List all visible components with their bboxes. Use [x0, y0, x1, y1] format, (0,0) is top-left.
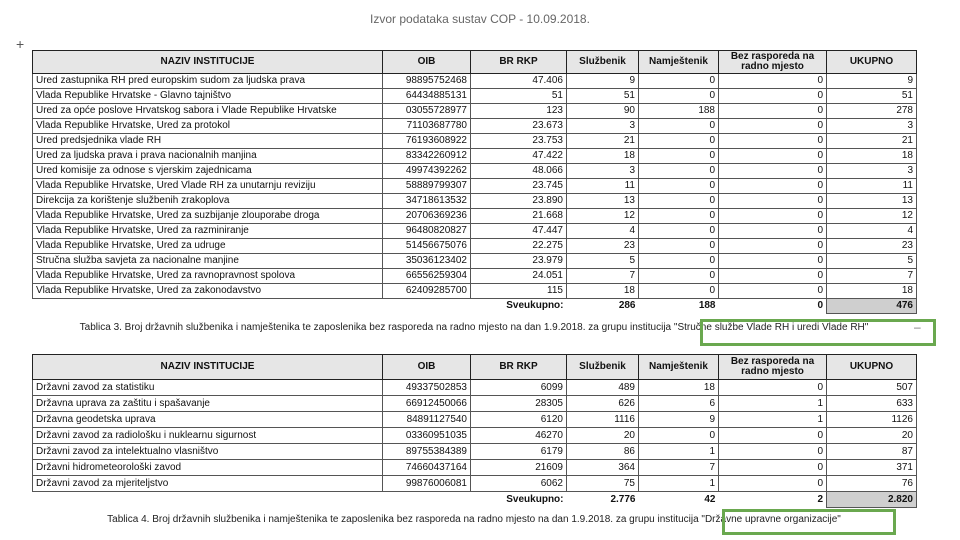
total-sluzbenik: 2.776	[610, 494, 636, 506]
cell-name: Vlada Republike Hrvatske, Ured za zakonodavstvo	[33, 284, 383, 299]
table-3	[32, 50, 917, 314]
cell-namjestenik: 0	[639, 269, 719, 284]
cell-bez: 0	[719, 149, 827, 164]
cell-name: Direkcija za korištenje službenih zrakoplova	[33, 194, 383, 209]
cell-ukupno: 3	[827, 119, 917, 134]
cell-name: Državna geodetska uprava	[33, 412, 383, 428]
cell-oib: 66556259304	[383, 269, 471, 284]
cell-sluzbenik: 18	[567, 149, 639, 164]
cell-empty	[33, 492, 383, 508]
table-row	[33, 412, 917, 428]
cell-name: Vlada Republike Hrvatske, Ured za protokol	[33, 119, 383, 134]
cell-ukupno: 51	[827, 89, 917, 104]
cell-ukupno: 278	[827, 104, 917, 119]
cell-namjestenik: 0	[639, 119, 719, 134]
cell-sluzbenik: 7	[567, 269, 639, 284]
table-row	[33, 89, 917, 104]
cell-empty	[383, 299, 471, 314]
cell-ukupno: 11	[827, 179, 917, 194]
cell-oib: 49337502853	[383, 380, 471, 396]
cell-name: Ured za ljudska prava i prava nacionalnih manjina	[33, 149, 383, 164]
total-label: Sveukupno:	[506, 300, 564, 312]
cell-ukupno: 76	[827, 476, 917, 492]
table-row	[33, 460, 917, 476]
cell-ukupno: 3	[827, 164, 917, 179]
table-row	[33, 134, 917, 149]
cell-bez: 0	[719, 460, 827, 476]
cell-sluzbenik: 11	[567, 179, 639, 194]
cell-namjestenik: 0	[639, 239, 719, 254]
cell-rkp: 24.051	[471, 269, 567, 284]
cell-oib: 49974392262	[383, 164, 471, 179]
cell-rkp: 47.447	[471, 224, 567, 239]
cell-rkp: 51	[471, 89, 567, 104]
cell-oib: 62409285700	[383, 284, 471, 299]
header-oib: OIB	[383, 51, 471, 74]
cell-oib: 96480820827	[383, 224, 471, 239]
cell-bez: 0	[719, 380, 827, 396]
dash-mark: –	[914, 320, 921, 334]
cell-oib: 84891127540	[383, 412, 471, 428]
table-row	[33, 239, 917, 254]
cell-name: Vlada Republike Hrvatske - Glavno tajništvo	[33, 89, 383, 104]
table-4-caption: Tablica 4. Broj državnih službenika i namještenika te zaposlenika bez rasporeda na radno mjesto na dan 1.9.2018. za grupu institucija "Državne upravne organizacije"	[107, 514, 841, 525]
cell-oib: 98895752468	[383, 74, 471, 89]
cell-ukupno: 18	[827, 284, 917, 299]
cell-sluzbenik: 9	[567, 74, 639, 89]
cell-sluzbenik: 626	[567, 396, 639, 412]
header-namjestenik: Namještenik	[639, 51, 719, 74]
cell-namjestenik: 0	[639, 134, 719, 149]
cell-namjestenik: 0	[639, 284, 719, 299]
table-row	[33, 209, 917, 224]
cell-sluzbenik: 3	[567, 119, 639, 134]
cell-rkp: 47.422	[471, 149, 567, 164]
header-bez: Bez rasporeda na radno mjesto	[719, 355, 827, 380]
cell-name: Ured zastupnika RH pred europskim sudom za ljudska prava	[33, 74, 383, 89]
cell-name: Vlada Republike Hrvatske, Ured za razminiranje	[33, 224, 383, 239]
total-sluzbenik: 286	[618, 300, 636, 312]
cell-oib: 99876006081	[383, 476, 471, 492]
table-3-caption: Tablica 3. Broj državnih službenika i namještenika te zaposlenika bez rasporeda na radno mjesto na dan 1.9.2018. za grupu institucija "Stručne službe Vlade RH i uredi Vlade RH"	[79, 322, 869, 333]
cell-sluzbenik: 489	[567, 380, 639, 396]
cell-ukupno: 9	[827, 74, 917, 89]
cell-sluzbenik: 20	[567, 428, 639, 444]
cell-bez: 0	[719, 224, 827, 239]
total-namjestenik: 188	[698, 300, 716, 312]
table-row	[33, 149, 917, 164]
cell-name: Vlada Republike Hrvatske, Ured za ravnopravnost spolova	[33, 269, 383, 284]
cell-sluzbenik: 18	[567, 284, 639, 299]
table-row	[33, 380, 917, 396]
cell-oib: 76193608922	[383, 134, 471, 149]
cell-oib: 71103687780	[383, 119, 471, 134]
cell-namjestenik: 0	[639, 164, 719, 179]
cell-sluzbenik: 364	[567, 460, 639, 476]
cell-name: Vlada Republike Hrvatske, Ured za suzbijanje zlouporabe droga	[33, 209, 383, 224]
cell-namjestenik: 7	[639, 460, 719, 476]
cell-namjestenik: 1	[639, 444, 719, 460]
cell-namjestenik: 0	[639, 179, 719, 194]
total-row	[33, 299, 917, 314]
cell-oib: 03055728977	[383, 104, 471, 119]
table-row	[33, 119, 917, 134]
cell-sluzbenik: 90	[567, 104, 639, 119]
table-row	[33, 224, 917, 239]
cell-name: Vlada Republike Hrvatske, Ured za udruge	[33, 239, 383, 254]
cell-bez: 0	[719, 179, 827, 194]
cell-namjestenik: 0	[639, 89, 719, 104]
cell-rkp: 6099	[471, 380, 567, 396]
header-oib: OIB	[383, 355, 471, 380]
total-ukupno: 2.820	[827, 492, 917, 508]
table-row	[33, 396, 917, 412]
cell-bez: 0	[719, 104, 827, 119]
table-row	[33, 269, 917, 284]
cell-rkp: 46270	[471, 428, 567, 444]
cell-empty	[383, 492, 471, 508]
cell-bez: 0	[719, 476, 827, 492]
total-namjestenik: 42	[704, 494, 716, 506]
cell-name: Državni zavod za statistiku	[33, 380, 383, 396]
cell-rkp: 23.673	[471, 119, 567, 134]
cell-ukupno: 21	[827, 134, 917, 149]
cell-sluzbenik: 12	[567, 209, 639, 224]
header-ukupno: UKUPNO	[827, 355, 917, 380]
table-3-header-row	[33, 51, 917, 74]
cell-rkp: 21609	[471, 460, 567, 476]
cell-oib: 66912450066	[383, 396, 471, 412]
header-sluzbenik: Službenik	[567, 355, 639, 380]
header-name: NAZIV INSTITUCIJE	[33, 355, 383, 380]
total-row	[33, 492, 917, 508]
cell-sluzbenik: 4	[567, 224, 639, 239]
cell-bez: 0	[719, 428, 827, 444]
cell-rkp: 22.275	[471, 239, 567, 254]
cell-namjestenik: 0	[639, 74, 719, 89]
cell-bez: 0	[719, 134, 827, 149]
header-name: NAZIV INSTITUCIJE	[33, 51, 383, 74]
cell-bez: 0	[719, 164, 827, 179]
cell-name: Ured za opće poslove Hrvatskog sabora i Vlade Republike Hrvatske	[33, 104, 383, 119]
cell-name: Državni zavod za mjeriteljstvo	[33, 476, 383, 492]
cell-namjestenik: 0	[639, 209, 719, 224]
cell-oib: 58889799307	[383, 179, 471, 194]
cell-bez: 0	[719, 209, 827, 224]
cell-ukupno: 20	[827, 428, 917, 444]
cell-namjestenik: 188	[639, 104, 719, 119]
cell-ukupno: 18	[827, 149, 917, 164]
cell-oib: 34718613532	[383, 194, 471, 209]
header-rkp: BR RKP	[471, 51, 567, 74]
total-bez: 0	[817, 300, 823, 312]
cell-bez: 0	[719, 239, 827, 254]
cell-ukupno: 12	[827, 209, 917, 224]
cell-empty	[33, 299, 383, 314]
cell-oib: 03360951035	[383, 428, 471, 444]
table-row	[33, 444, 917, 460]
cell-rkp: 23.890	[471, 194, 567, 209]
cell-bez: 0	[719, 284, 827, 299]
cell-namjestenik: 0	[639, 254, 719, 269]
cell-sluzbenik: 51	[567, 89, 639, 104]
cell-rkp: 21.668	[471, 209, 567, 224]
cell-sluzbenik: 13	[567, 194, 639, 209]
cell-bez: 1	[719, 412, 827, 428]
cell-rkp: 28305	[471, 396, 567, 412]
cell-namjestenik: 0	[639, 224, 719, 239]
cell-ukupno: 4	[827, 224, 917, 239]
cell-rkp: 6120	[471, 412, 567, 428]
cell-bez: 1	[719, 396, 827, 412]
cell-rkp: 6179	[471, 444, 567, 460]
cell-bez: 0	[719, 74, 827, 89]
cell-bez: 0	[719, 119, 827, 134]
cell-rkp: 115	[471, 284, 567, 299]
cell-ukupno: 87	[827, 444, 917, 460]
cell-ukupno: 507	[827, 380, 917, 396]
cell-bez: 0	[719, 444, 827, 460]
cell-sluzbenik: 75	[567, 476, 639, 492]
highlight-box-table-3	[700, 319, 936, 346]
cell-rkp: 23.979	[471, 254, 567, 269]
cell-bez: 0	[719, 194, 827, 209]
header-bez: Bez rasporeda na radno mjesto	[719, 51, 827, 74]
cell-ukupno: 23	[827, 239, 917, 254]
cell-sluzbenik: 86	[567, 444, 639, 460]
cell-sluzbenik: 3	[567, 164, 639, 179]
cell-rkp: 47.406	[471, 74, 567, 89]
cell-ukupno: 13	[827, 194, 917, 209]
table-row	[33, 284, 917, 299]
cell-ukupno: 5	[827, 254, 917, 269]
cell-sluzbenik: 23	[567, 239, 639, 254]
cell-namjestenik: 0	[639, 194, 719, 209]
cell-oib: 20706369236	[383, 209, 471, 224]
total-bez: 2	[817, 494, 823, 506]
cell-name: Ured komisije za odnose s vjerskim zajednicama	[33, 164, 383, 179]
table-row	[33, 74, 917, 89]
table-row	[33, 179, 917, 194]
cell-rkp: 6062	[471, 476, 567, 492]
cell-oib: 83342260912	[383, 149, 471, 164]
cell-bez: 0	[719, 89, 827, 104]
cell-rkp: 23.753	[471, 134, 567, 149]
table-4-header-row	[33, 355, 917, 380]
table-row	[33, 194, 917, 209]
cell-bez: 0	[719, 269, 827, 284]
table-4	[32, 354, 917, 508]
cell-oib: 51456675076	[383, 239, 471, 254]
cell-ukupno: 7	[827, 269, 917, 284]
cell-rkp: 123	[471, 104, 567, 119]
cell-oib: 64434885131	[383, 89, 471, 104]
cell-namjestenik: 9	[639, 412, 719, 428]
cell-rkp: 48.066	[471, 164, 567, 179]
cell-namjestenik: 0	[639, 428, 719, 444]
total-ukupno: 476	[827, 299, 917, 314]
table-row	[33, 254, 917, 269]
cell-oib: 35036123402	[383, 254, 471, 269]
table-row	[33, 164, 917, 179]
header-rkp: BR RKP	[471, 355, 567, 380]
cell-namjestenik: 6	[639, 396, 719, 412]
header-sluzbenik: Službenik	[567, 51, 639, 74]
cell-name: Ured predsjednika vlade RH	[33, 134, 383, 149]
table-row	[33, 104, 917, 119]
plus-mark: +	[16, 36, 25, 52]
cell-namjestenik: 1	[639, 476, 719, 492]
cell-ukupno: 1126	[827, 412, 917, 428]
cell-rkp: 23.745	[471, 179, 567, 194]
cell-name: Državna uprava za zaštitu i spašavanje	[33, 396, 383, 412]
cell-sluzbenik: 5	[567, 254, 639, 269]
cell-name: Državni hidrometeorološki zavod	[33, 460, 383, 476]
cell-sluzbenik: 1116	[567, 412, 639, 428]
cell-namjestenik: 18	[639, 380, 719, 396]
cell-name: Stručna služba savjeta za nacionalne manjine	[33, 254, 383, 269]
highlight-box-table-4	[722, 509, 896, 535]
cell-ukupno: 371	[827, 460, 917, 476]
cell-oib: 74660437164	[383, 460, 471, 476]
cell-name: Državni zavod za radiološku i nuklearnu sigurnost	[33, 428, 383, 444]
table-4-body	[33, 380, 917, 508]
table-row	[33, 476, 917, 492]
cell-ukupno: 633	[827, 396, 917, 412]
cell-sluzbenik: 21	[567, 134, 639, 149]
cell-namjestenik: 0	[639, 149, 719, 164]
cell-oib: 89755384389	[383, 444, 471, 460]
table-row	[33, 428, 917, 444]
header-ukupno: UKUPNO	[827, 51, 917, 74]
header-namjestenik: Namještenik	[639, 355, 719, 380]
table-3-body	[33, 74, 917, 314]
total-label: Sveukupno:	[506, 494, 564, 506]
source-line: Izvor podataka sustav COP - 10.09.2018.	[370, 12, 590, 26]
cell-name: Vlada Republike Hrvatske, Ured Vlade RH za unutarnju reviziju	[33, 179, 383, 194]
cell-name: Državni zavod za intelektualno vlasništvo	[33, 444, 383, 460]
cell-bez: 0	[719, 254, 827, 269]
